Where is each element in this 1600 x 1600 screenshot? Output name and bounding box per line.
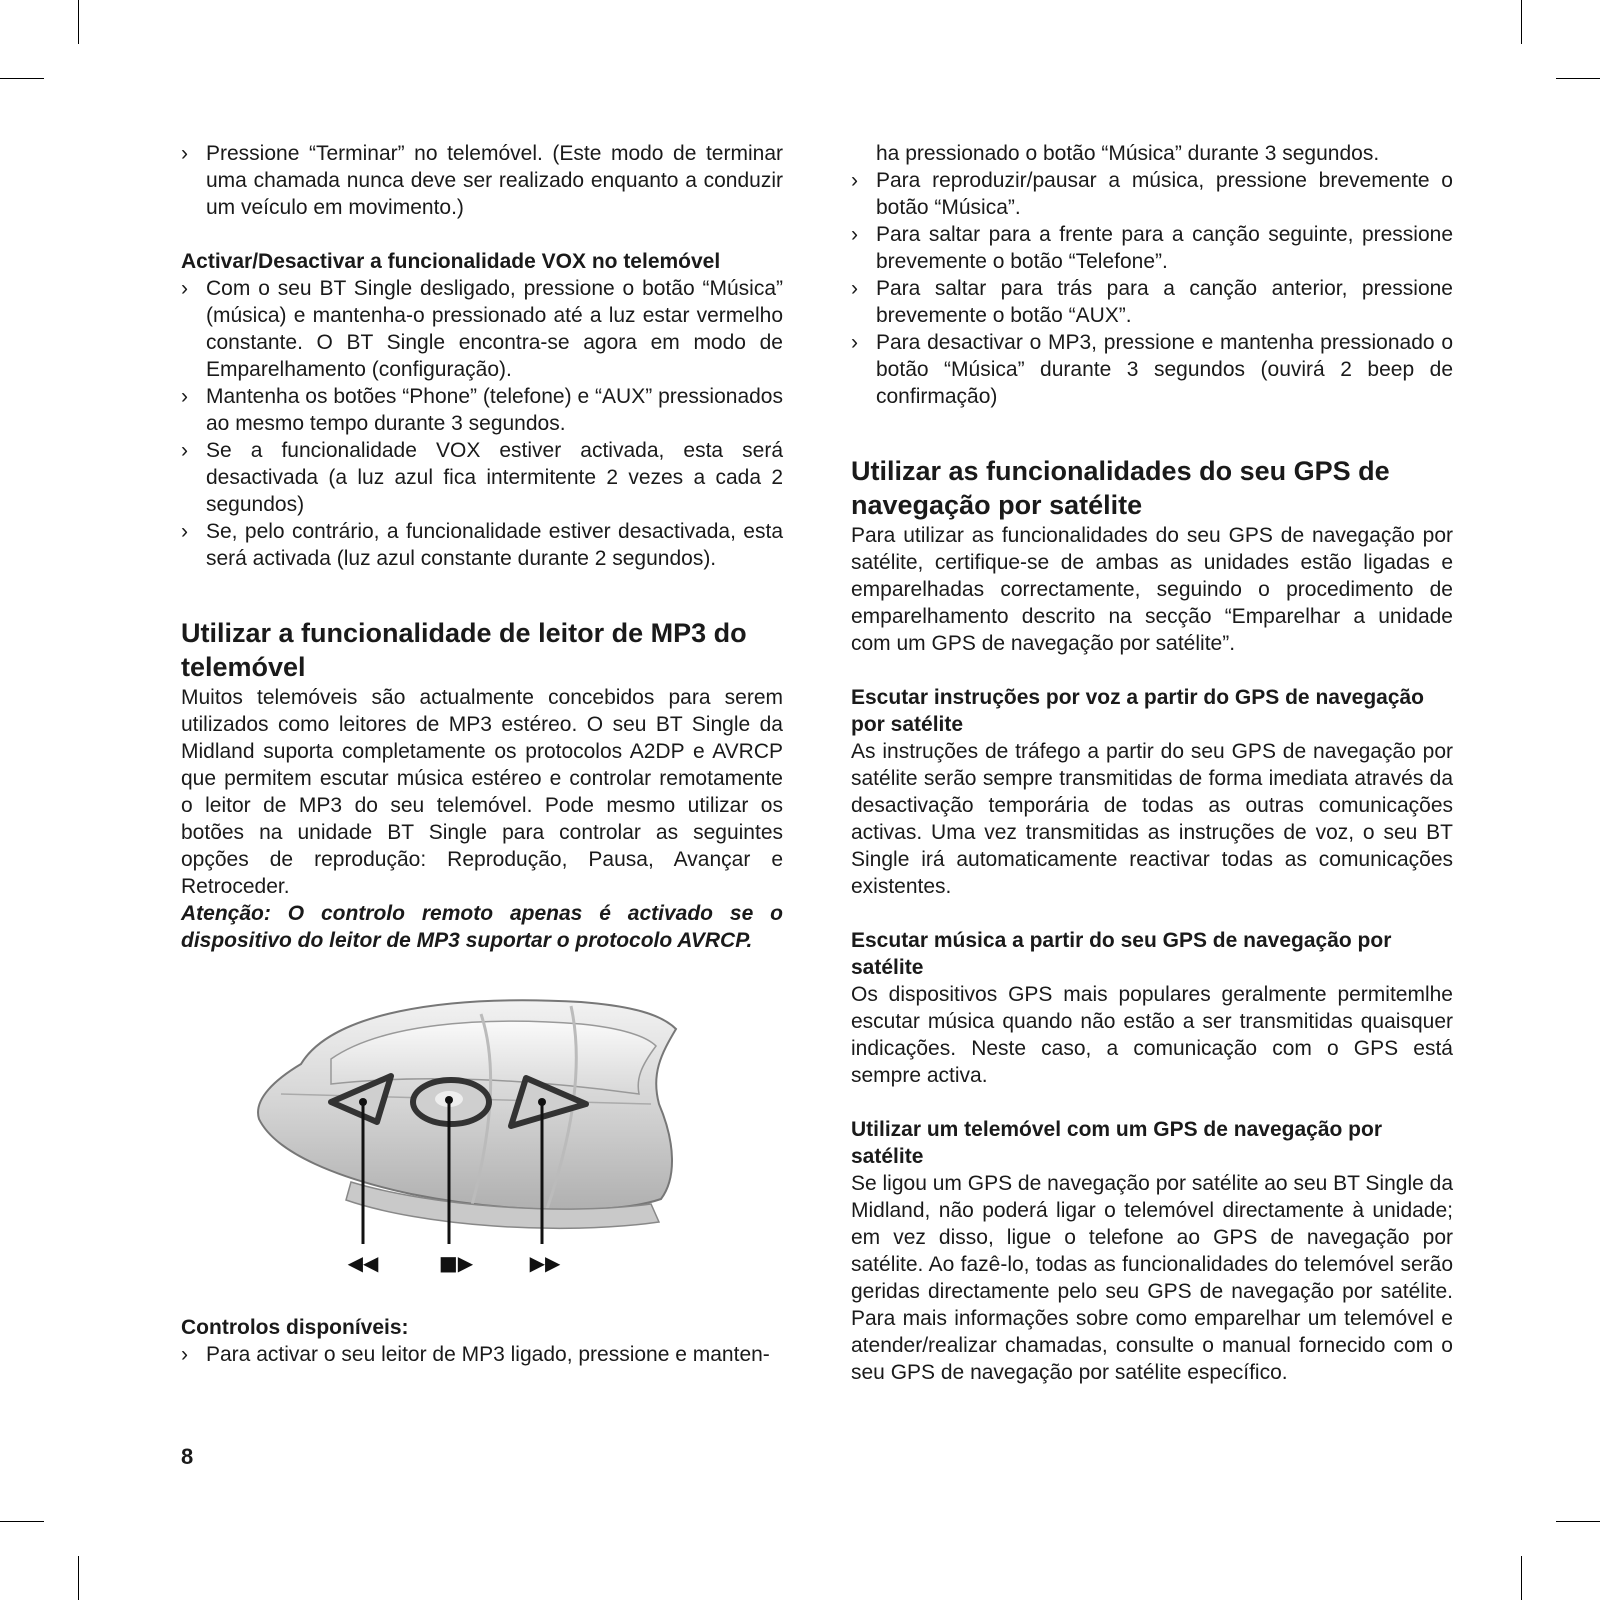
crop-mark xyxy=(0,1521,44,1522)
page-number: 8 xyxy=(181,1444,194,1469)
crop-mark xyxy=(0,78,44,79)
vox-heading: Activar/Desactivar a funcionalidade VOX no telemóvel xyxy=(181,250,721,273)
mp3-section-title: Utilizar a funcionalidade de leitor de MP3 do telemóvel xyxy=(181,618,747,682)
headset-device-image xyxy=(181,954,783,1314)
list-item: › Com o seu BT Single desligado, pressione o botão “Música” (música) e mantenha-o pressionado até a luz estar vermelho constante. O BT Single encontra-se agora em modo de Emparelhamento (configuração). xyxy=(181,275,783,383)
voice-instructions-paragraph: As instruções de tráfego a partir do seu GPS de navegação por satélite serão sempre transmitidas de forma imediata através da desactivação temporária de todas as outras comunicações activas. Uma vez transmitidas as instruções de voz, o seu BT Single irá automaticamente reactivar todas as comunicações existentes. xyxy=(851,740,1453,898)
left-column xyxy=(181,140,783,1368)
phone-with-gps-heading: Utilizar um telemóvel com um GPS de navegação por satélite xyxy=(851,1118,1382,1168)
list-item: › Se, pelo contrário, a funcionalidade estiver desactivada, esta será activada (luz azul constante durante 2 segundos). xyxy=(181,518,783,572)
crop-mark xyxy=(1556,78,1600,79)
controls-list xyxy=(181,1341,783,1368)
right-column xyxy=(851,140,1453,1386)
device-illustration xyxy=(181,954,783,1314)
gps-music-paragraph: Os dispositivos GPS mais populares geralmente permitemlhe escutar música quando não estão a ser transmitidas quaisquer indicações. Neste caso, a comunicação com o GPS está sempre activa. xyxy=(851,983,1453,1087)
list-item: › Para reproduzir/pausar a música, pressione brevemente o botão “Música”. xyxy=(851,167,1453,221)
list-item: › Para saltar para a frente para a canção seguinte, pressione brevemente o botão “Telefone”. xyxy=(851,221,1453,275)
crop-mark xyxy=(1521,1556,1522,1600)
rewind-icon: ◀◀ xyxy=(347,1251,379,1275)
list-item: › Para desactivar o MP3, pressione e mantenha pressionado o botão “Música” durante 3 segundos (ouvirá 2 beep de confirmação) xyxy=(851,329,1453,410)
mp3-paragraph: Muitos telemóveis são actualmente concebidos para serem utilizados como leitores de MP3 estéreo. O seu BT Single da Midland suporta completamente os protocolos A2DP e AVRCP que permitem escutar música estéreo e controlar remotamente o leitor de MP3 do seu telemóvel. Pode mesmo utilizar os botões na unidade BT Single para controlar as seguintes opções de reprodução: Reprodução, Pausa, Avançar e Retroceder. xyxy=(181,686,783,898)
list-item: › Para saltar para trás para a canção anterior, pressione brevemente o botão “AUX”. xyxy=(851,275,1453,329)
gps-section-title: Utilizar as funcionalidades do seu GPS de navegação por satélite xyxy=(851,456,1390,520)
crop-mark xyxy=(78,0,79,44)
intro-list xyxy=(181,140,783,221)
stop-play-icon: ■▶ xyxy=(438,1251,474,1275)
controls-list-continued xyxy=(851,167,1453,410)
gps-music-heading: Escutar música a partir do seu GPS de navegação por satélite xyxy=(851,929,1392,979)
fast-forward-icon: ▶▶ xyxy=(529,1251,561,1275)
crop-mark xyxy=(1521,0,1522,44)
gps-paragraph: Para utilizar as funcionalidades do seu GPS de navegação por satélite, certifique-se de ambas as unidades estão ligadas e emparelhadas correctamente, seguindo o procedimento de emparelhamento descrito na secção “Emparelhar a unidade com um GPS de navegação por satélite”. xyxy=(851,524,1453,655)
controls-continuation: ha pressionado o botão “Música” durante 3 segundos. xyxy=(876,142,1380,165)
crop-mark xyxy=(1556,1521,1600,1522)
list-item: › Pressione “Terminar” no telemóvel. (Este modo de terminar uma chamada nunca deve ser realizado enquanto a conduzir um veículo em movimento.) xyxy=(181,140,783,221)
phone-with-gps-paragraph: Se ligou um GPS de navegação por satélite ao seu BT Single da Midland, não poderá ligar o telemóvel directamente à unidade; em vez disso, ligue o telefone ao GPS de navegação por satélite. Ao fazê-lo, todas as funcionalidades do telemóvel serão geridas directamente pelo seu GPS de navegação por satélite. Para mais informações sobre como emparelhar um telemóvel e atender/realizar chamadas, consulte o manual fornecido com o seu GPS de navegação por satélite específico. xyxy=(851,1172,1453,1384)
voice-instructions-heading: Escutar instruções por voz a partir do GPS de navegação por satélite xyxy=(851,686,1425,736)
vox-list xyxy=(181,275,783,572)
list-item: › Se a funcionalidade VOX estiver activada, esta será desactivada (a luz azul fica intermitente 2 vezes a cada 2 segundos) xyxy=(181,437,783,518)
crop-mark xyxy=(78,1556,79,1600)
mp3-warning: Atenção: O controlo remoto apenas é activado se o dispositivo do leitor de MP3 suportar o protocolo AVRCP. xyxy=(181,902,783,952)
list-item: › Para activar o seu leitor de MP3 ligado, pressione e manten- xyxy=(181,1341,783,1368)
controls-heading: Controlos disponíveis: xyxy=(181,1316,409,1339)
list-item: › Mantenha os botões “Phone” (telefone) e “AUX” pressionados ao mesmo tempo durante 3 segundos. xyxy=(181,383,783,437)
